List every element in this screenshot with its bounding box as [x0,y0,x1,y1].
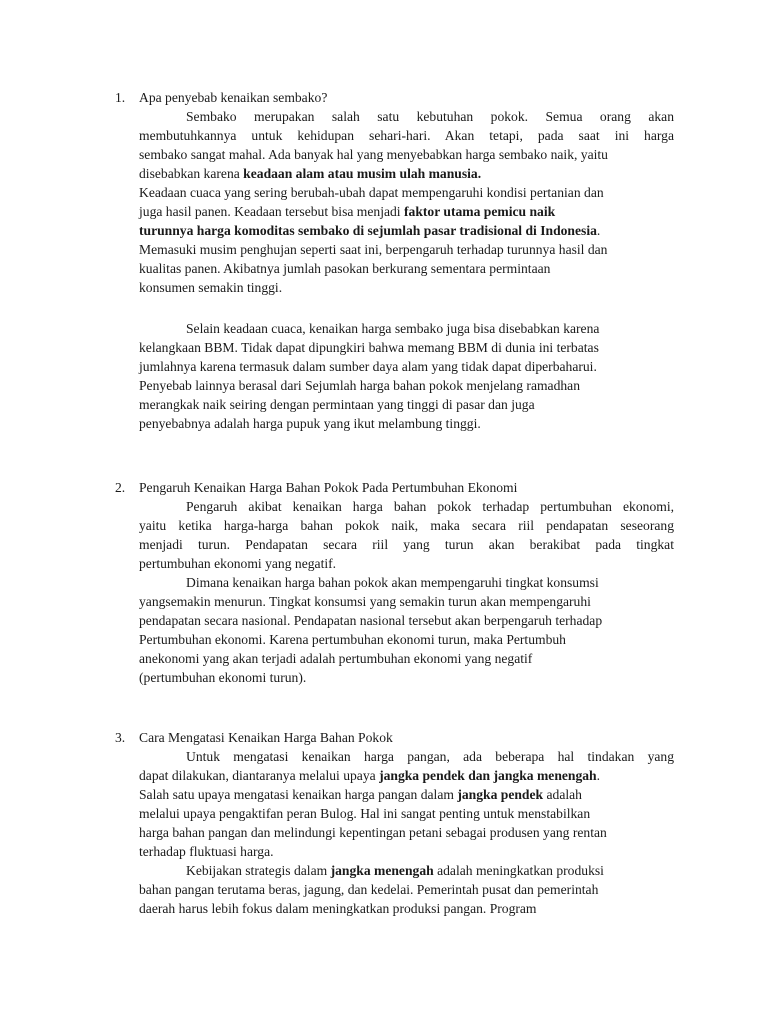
paragraph-line: kelangkaan BBM. Tidak dapat dipungkiri bahwa memang BBM di dunia ini terbatas [139,340,599,355]
paragraph-line: harga bahan pangan dan melindungi kepentingan petani sebagai produsen yang rentan [139,825,607,840]
section-title: Apa penyebab kenaikan sembako? [139,90,328,105]
bold-phrase: jangka pendek dan jangka menengah [379,768,597,783]
paragraph-line: Pertumbuhan ekonomi. Karena pertumbuhan ekonomi turun, maka Pertumbuh [139,632,566,647]
paragraph-line: juga hasil panen. Keadaan tersebut bisa menjadi faktor utama pemicu naik [139,204,556,219]
paragraph-line: pendapatan secara nasional. Pendapatan nasional tersebut akan berpengaruh terhadap [139,613,603,628]
paragraph-line: turunnya harga komoditas sembako di sejumlah pasar tradisional di Indonesia. [139,223,601,238]
paragraph-line: sembako sangat mahal. Ada banyak hal yang menyebabkan harga sembako naik, yaitu [139,147,608,162]
paragraph-line: jumlahnya karena termasuk dalam sumber daya alam yang tidak dapat diperbaharui. [139,359,597,374]
paragraph-line: penyebabnya adalah harga pupuk yang ikut melambung tinggi. [139,416,481,431]
paragraph-line: Dimana kenaikan harga bahan pokok akan mempengaruhi tingkat konsumsi [186,575,599,590]
paragraph-line: Memasuki musim penghujan seperti saat ini, berpengaruh terhadap turunnya hasil dan [139,242,608,257]
paragraph-line: Sembako merupakan salah satu kebutuhan pokok. Semua orang akan [186,109,674,124]
paragraph-line: yaitu ketika harga-harga bahan pokok naik, maka secara riil pendapatan seseorang [139,518,674,533]
section-number: 1. [115,90,126,105]
bold-phrase: jangka menengah [330,863,434,878]
paragraph-line: melalui upaya pengaktifan peran Bulog. Hal ini sangat penting untuk menstabilkan [139,806,591,821]
section-title: Pengaruh Kenaikan Harga Bahan Pokok Pada Pertumbuhan Ekonomi [139,480,518,495]
paragraph-line: (pertumbuhan ekonomi turun). [139,670,307,685]
paragraph-line: kualitas panen. Akibatnya jumlah pasokan berkurang sementara permintaan [139,261,551,276]
paragraph-line: konsumen semakin tinggi. [139,280,283,295]
paragraph-line: dapat dilakukan, diantaranya melalui upaya jangka pendek dan jangka menengah. [139,768,601,783]
paragraph-line: menjadi turun. Pendapatan secara riil yang turun akan berakibat pada tingkat [139,537,674,552]
paragraph-line: Untuk mengatasi kenaikan harga pangan, ada beberapa hal tindakan yang [186,749,674,764]
paragraph-line: Keadaan cuaca yang sering berubah-ubah dapat mempengaruhi kondisi pertanian dan [139,185,604,200]
bold-phrase: turunnya harga komoditas sembako di sejumlah pasar tradisional di Indonesia [139,223,597,238]
bold-phrase: keadaan alam atau musim ulah manusia. [243,166,482,181]
paragraph-line: Selain keadaan cuaca, kenaikan harga sembako juga bisa disebabkan karena [186,321,600,336]
paragraph-line: Salah satu upaya mengatasi kenaikan harga pangan dalam jangka pendek adalah [139,787,582,802]
paragraph-line: terhadap fluktuasi harga. [139,844,274,859]
paragraph-line: Penyebab lainnya berasal dari Sejumlah harga bahan pokok menjelang ramadhan [139,378,581,393]
paragraph-line: merangkak naik seiring dengan permintaan yang tinggi di pasar dan juga [139,397,535,412]
section-title: Cara Mengatasi Kenaikan Harga Bahan Pokok [139,730,393,745]
bold-phrase: jangka pendek [457,787,544,802]
paragraph-line: yangsemakin menurun. Tingkat konsumsi yang semakin turun akan mempengaruhi [139,594,591,609]
paragraph-line: Kebijakan strategis dalam jangka menengah adalah meningkatkan produksi [186,863,604,878]
bold-phrase: faktor utama pemicu naik [404,204,556,219]
paragraph-line: membutuhkannya untuk kehidupan sehari-hari. Akan tetapi, pada saat ini harga [139,128,674,143]
paragraph-line: pertumbuhan ekonomi yang negatif. [139,556,337,571]
section-number: 3. [115,730,126,745]
section-number: 2. [115,480,126,495]
paragraph-line: disebabkan karena keadaan alam atau musim ulah manusia. [139,166,482,181]
paragraph-line: daerah harus lebih fokus dalam meningkatkan produksi pangan. Program [139,901,537,916]
paragraph-line: Pengaruh akibat kenaikan harga bahan pokok terhadap pertumbuhan ekonomi, [186,499,674,514]
paragraph-line: bahan pangan terutama beras, jagung, dan kedelai. Pemerintah pusat dan pemerintah [139,882,599,897]
paragraph-line: anekonomi yang akan terjadi adalah pertumbuhan ekonomi yang negatif [139,651,533,666]
